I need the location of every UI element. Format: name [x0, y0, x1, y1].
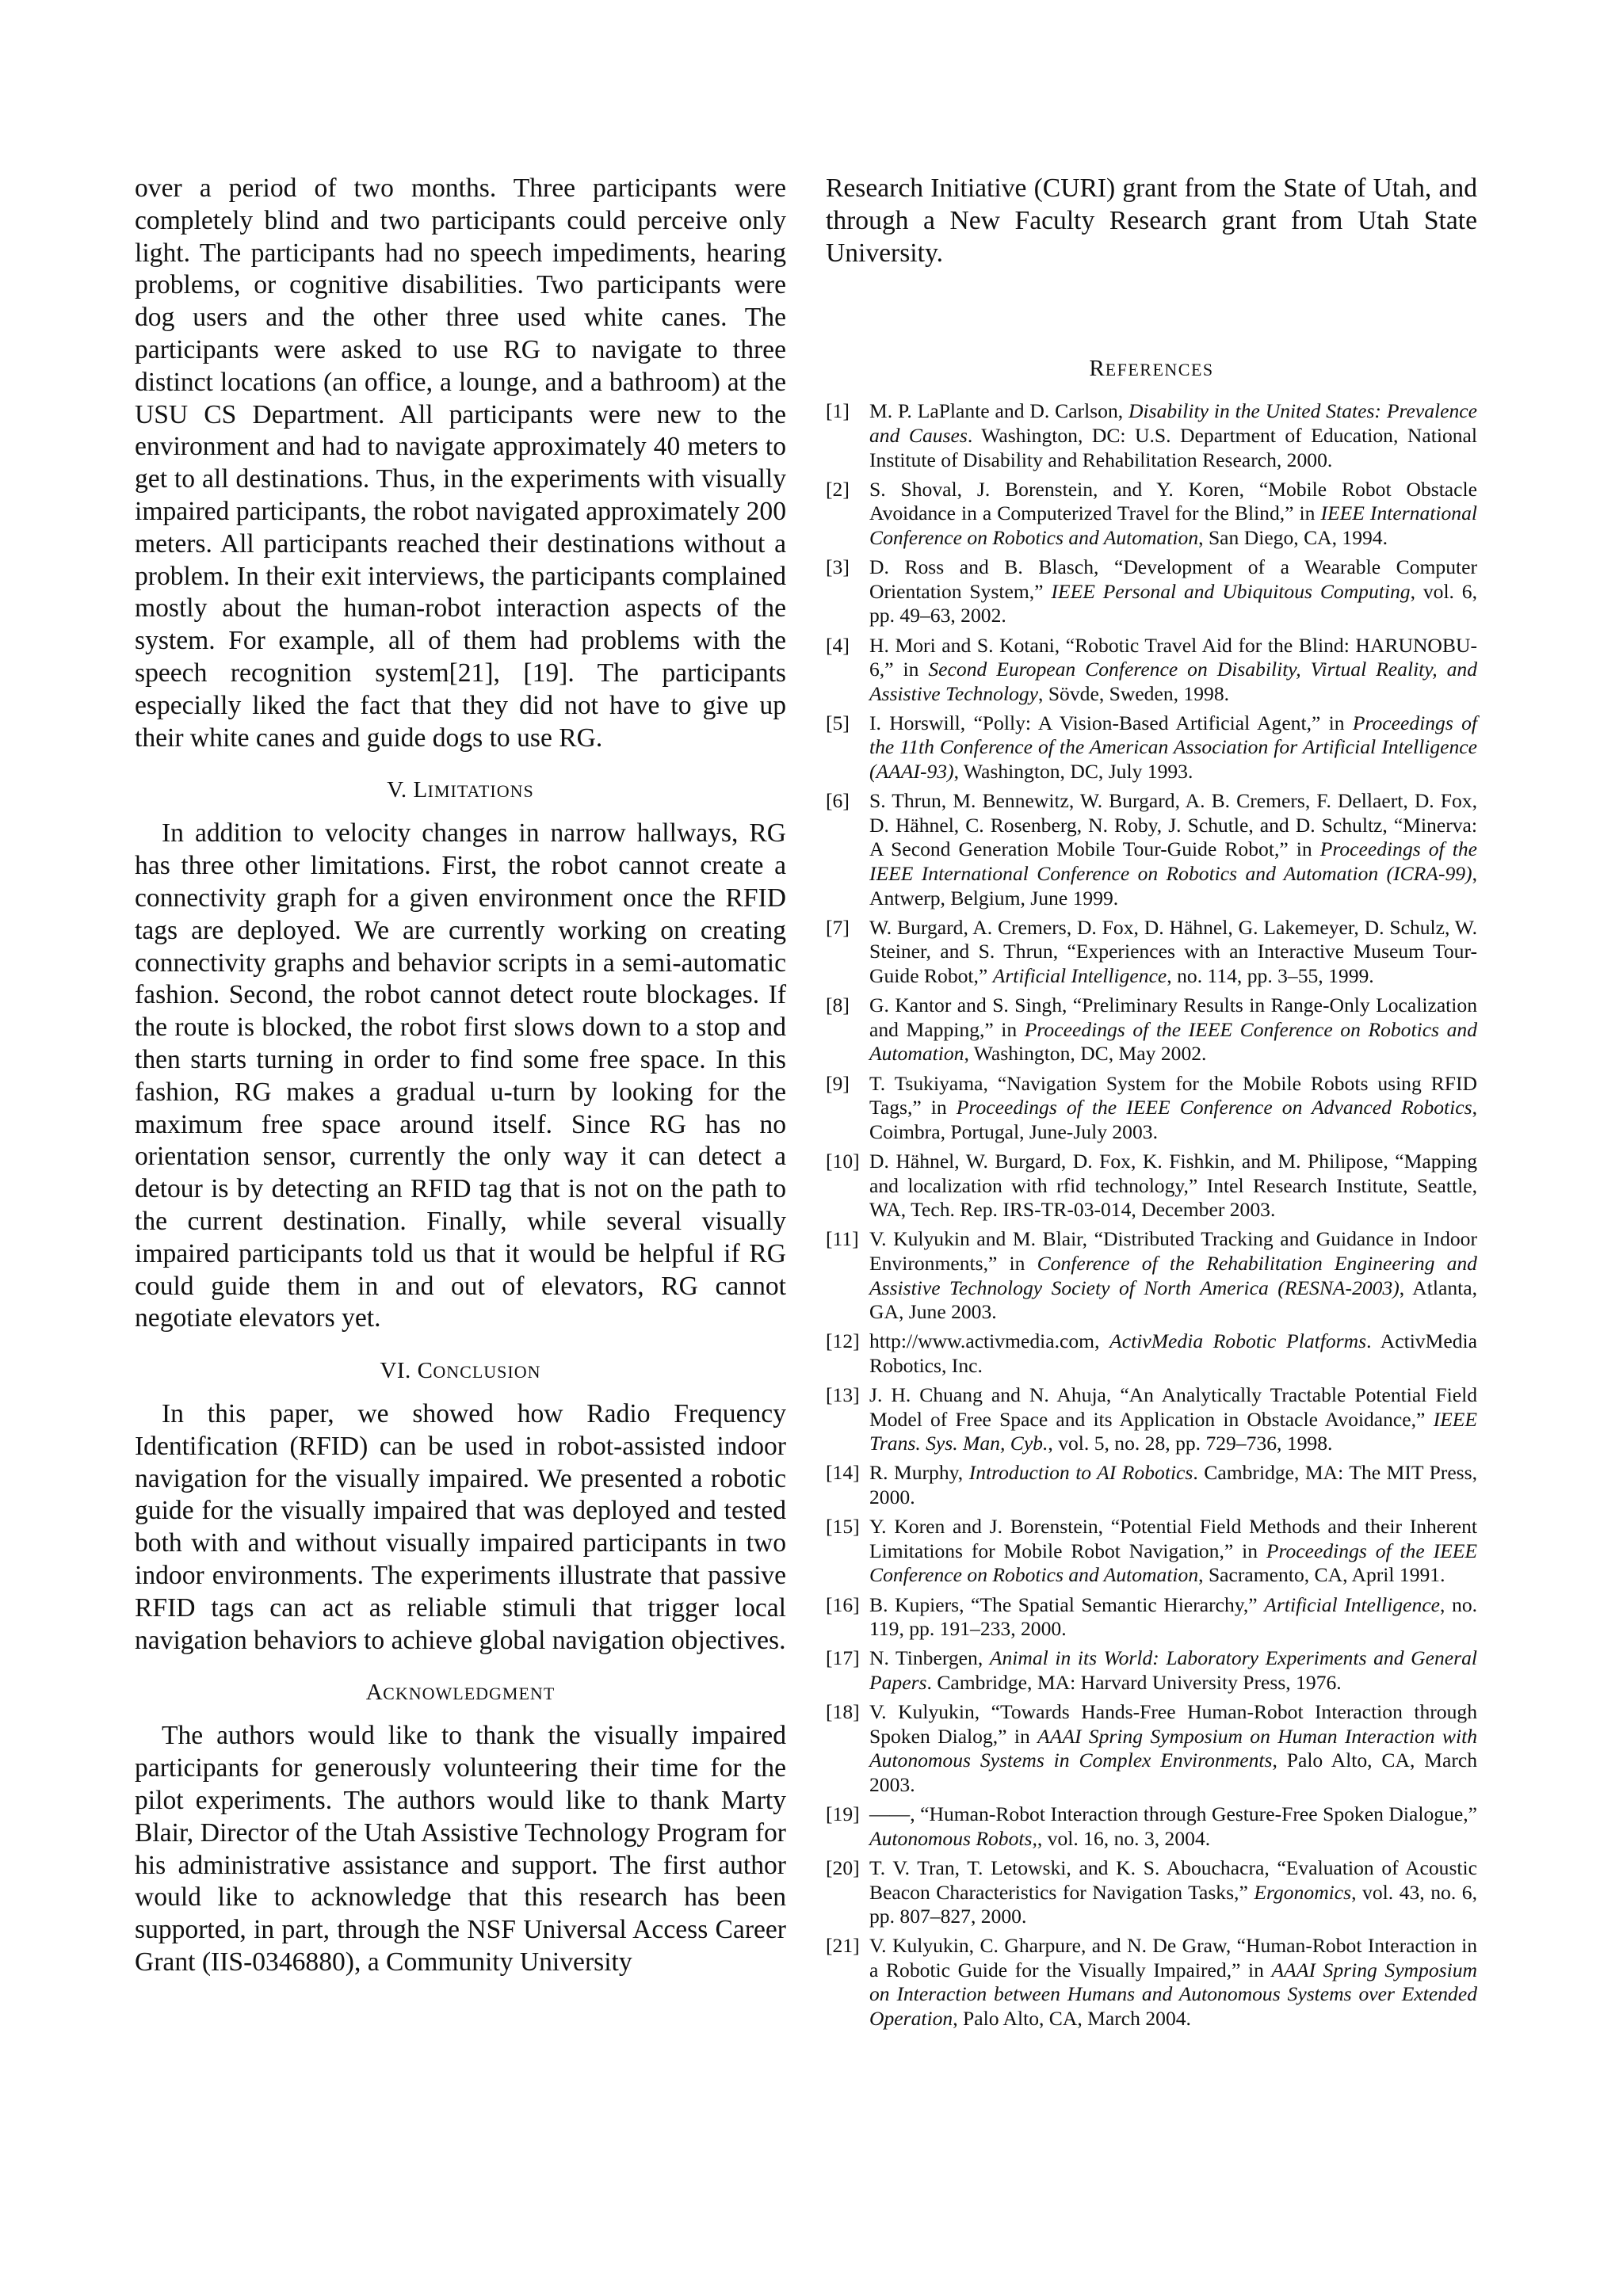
reference-item: [7] W. Burgard, A. Cremers, D. Fox, D. Hähnel, G. Lakemeyer, D. Schulz, W. Steiner, and S. Thrun, “Experiences with an Interactive Museum Tour-Guide Robot,” Artificial Intelligence, no. 114, pp. 3–55, 1999.	[826, 915, 1477, 988]
section-heading-limitations: V. LIMITATIONS	[387, 777, 534, 803]
reference-item: [9] T. Tsukiyama, “Navigation System for the Mobile Robots using RFID Tags,” in Proceedings of the IEEE Conference on Advanced Robotics, Coimbra, Portugal, June-July 2003.	[826, 1071, 1477, 1143]
reference-item: [4] H. Mori and S. Kotani, “Robotic Travel Aid for the Blind: HARUNOBU-6,” in Second European Conference on Disability, Virtual Reality, and Assistive Technology, Sövde, Sweden, 1998.	[826, 633, 1477, 705]
reference-item: [10] D. Hähnel, W. Burgard, D. Fox, K. Fishkin, and M. Philipose, “Mapping and localization with rfid technology,” Intel Research Institute, Seattle, WA, Tech. Rep. IRS-TR-03-014, December 2003.	[826, 1149, 1477, 1222]
reference-item: [1] M. P. LaPlante and D. Carlson, Disability in the United States: Prevalence and Causes. Washington, DC: U.S. Department of Education, National Institute of Disability and Rehabilitation Research, 2000.	[826, 399, 1478, 471]
left-column	[135, 173, 786, 1979]
reference-item: [2] S. Shoval, J. Borenstein, and Y. Koren, “Mobile Robot Obstacle Avoidance in a Computerized Travel for the Blind,” in IEEE International Conference on Robotics and Automation, San Diego, CA, 1994.	[826, 477, 1477, 549]
reference-item: [15] Y. Koren and J. Borenstein, “Potential Field Methods and their Inherent Limitations for Mobile Robot Navigation,” in Proceedings of the IEEE Conference on Robotics and Automation, Sacramento, CA, April 1991.	[826, 1515, 1477, 1587]
paragraph-participants: over a period of two months. Three participants were completely blind and two participants could perceive only light. The participants had no speech impediments, hearing problems, or cognitive disabilities. Two participants were dog users and the other three used white canes. The participants were asked to use RG to navigate to three distinct locations (an office, a lounge, and a bathroom) at the USU CS Department. All participants were new to the environment and had to navigate approximately 40 meters to get to all destinations. Thus, in the experiments with visually impaired participants, the robot navigated approximately 200 meters. All participants reached their destinations without a problem. In their exit interviews, the participants complained mostly about the human-robot interaction aspects of the system. For example, all of them had problems with the speech recognition system[21], [19]. The participants especially liked the fact that they did not have to give up their white canes and guide dogs to use RG.	[135, 174, 786, 753]
paragraph-acknowledgment-continued: Research Initiative (CURI) grant from the State of Utah, and through a New Faculty Research grant from Utah State University.	[826, 174, 1477, 268]
references-heading: REFERENCES	[1089, 356, 1214, 382]
reference-item: [6] S. Thrun, M. Bennewitz, W. Burgard, A. B. Cremers, F. Dellaert, D. Fox, D. Hähnel, C. Rosenberg, N. Roby, J. Schutle, and D. Schultz, “Minerva: A Second Generation Mobile Tour-Guide Robot,” in Proceedings of the IEEE International Conference on Robotics and Automation (ICRA-99), Antwerp, Belgium, June 1999.	[826, 789, 1477, 910]
reference-list	[826, 399, 1477, 2031]
reference-item: [21] V. Kulyukin, C. Gharpure, and N. De Graw, “Human-Robot Interaction in a Robotic Guide for the Visually Impaired,” in AAAI Spring Symposium on Interaction between Humans and Autonomous Systems over Extended Operation, Palo Alto, CA, March 2004.	[826, 1934, 1477, 2031]
reference-item: [17] N. Tinbergen, Animal in its World: Laboratory Experiments and General Papers. Cambridge, MA: Harvard University Press, 1976.	[826, 1646, 1477, 1694]
paragraph-limitations: In addition to velocity changes in narrow hallways, RG has three other limitations. First, the robot cannot create a connectivity graph for a given environment once the RFID tags are deployed. We are currently working on creating connectivity graphs and behavior scripts in a semi-automatic fashion. Second, the robot cannot detect route blockages. If the route is blocked, the robot first slows down to a stop and then starts turning in order to find some free space. In this fashion, RG makes a gradual u-turn by looking for the maximum free space around itself. Since RG has no orientation sensor, currently the only way it can detect a detour is by detecting an RFID tag that is not on the path to the current destination. Finally, while several visually impaired participants told us that it would be helpful if RG could guide them in and out of elevators, RG cannot negotiate elevators yet.	[135, 818, 786, 1333]
right-column	[826, 173, 1477, 2036]
section-heading-conclusion: VI. CONCLUSION	[380, 1358, 541, 1384]
reference-item: [19] ——, “Human-Robot Interaction through Gesture-Free Spoken Dialogue,” Autonomous Robots,, vol. 16, no. 3, 2004.	[826, 1802, 1477, 1850]
reference-item: [18] V. Kulyukin, “Towards Hands-Free Human-Robot Interaction through Spoken Dialog,” in AAAI Spring Symposium on Human Interaction with Autonomous Systems in Complex Environments, Palo Alto, CA, March 2003.	[826, 1700, 1477, 1796]
section-heading-acknowledgment: ACKNOWLEDGMENT	[365, 1680, 556, 1706]
reference-item: [3] D. Ross and B. Blasch, “Development of a Wearable Computer Orientation System,” IEEE Personal and Ubiquitous Computing, vol. 6, pp. 49–63, 2002.	[826, 555, 1478, 627]
reference-item: [13] J. H. Chuang and N. Ahuja, “An Analytically Tractable Potential Field Model of Free Space and its Application in Obstacle Avoidance,” IEEE Trans. Sys. Man, Cyb., vol. 5, no. 28, pp. 729–736, 1998.	[826, 1383, 1477, 1455]
reference-item: [20] T. V. Tran, T. Letowski, and K. S. Abouchacra, “Evaluation of Acoustic Beacon Characteristics for Navigation Tasks,” Ergonomics, vol. 43, no. 6, pp. 807–827, 2000.	[826, 1855, 1477, 1928]
paragraph-conclusion: In this paper, we showed how Radio Frequency Identification (RFID) can be used in robot-assisted indoor navigation for the visually impaired. We presented a robotic guide for the visually impaired that was deployed and tested both with and without visually impaired participants in two indoor environments. The experiments illustrate that passive RFID tags can act as reliable stimuli that trigger local navigation behaviors to achieve global navigation objectives.	[135, 1399, 786, 1655]
reference-item: [12] http://www.activmedia.com, ActivMedia Robotic Platforms. ActivMedia Robotics, Inc.	[826, 1329, 1477, 1377]
reference-item: [11] V. Kulyukin and M. Blair, “Distributed Tracking and Guidance in Indoor Environments,” in Conference of the Rehabilitation Engineering and Assistive Technology Society of North America (RESNA-2003), Atlanta, GA, June 2003.	[826, 1227, 1477, 1324]
paragraph-acknowledgment: The authors would like to thank the visually impaired participants for generously volunteering their time for the pilot experiments. The authors would like to thank Marty Blair, Director of the Utah Assistive Technology Program for his administrative assistance and support. The first author would like to acknowledge that this research has been supported, in part, through the NSF Universal Access Career Grant (IIS-0346880), a Community University	[135, 1721, 786, 1978]
reference-item: [5] I. Horswill, “Polly: A Vision-Based Artificial Agent,” in Proceedings of the 11th Conference of the American Association for Artificial Intelligence (AAAI-93), Washington, DC, July 1993.	[826, 711, 1477, 784]
reference-item: [16] B. Kupiers, “The Spatial Semantic Hierarchy,” Artificial Intelligence, no. 119, pp. 191–233, 2000.	[826, 1592, 1478, 1641]
reference-item: [14] R. Murphy, Introduction to AI Robotics. Cambridge, MA: The MIT Press, 2000.	[826, 1461, 1477, 1509]
reference-item: [8] G. Kantor and S. Singh, “Preliminary Results in Range-Only Localization and Mapping,” in Proceedings of the IEEE Conference on Robotics and Automation, Washington, DC, May 2002.	[826, 994, 1477, 1066]
